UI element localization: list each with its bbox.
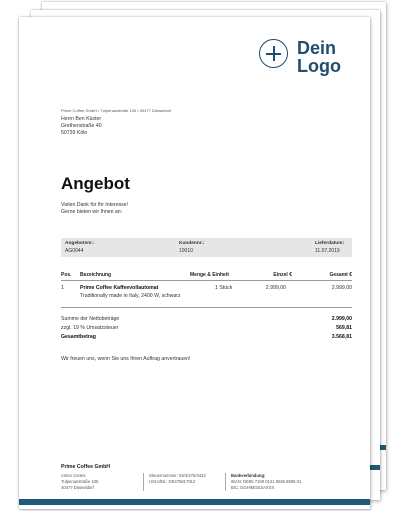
intro-line-1: Vielen Dank für Ihr Interesse! xyxy=(61,202,129,208)
footer-divider xyxy=(225,473,226,491)
document-title: Angebot xyxy=(61,174,130,193)
row-total: 2.999,00 xyxy=(331,285,352,291)
customer-number-label: Kundennr.: xyxy=(179,241,205,246)
header-description: Bezeichnung xyxy=(80,272,112,278)
footer-address xyxy=(61,473,98,491)
footer-tax-number: Steuernummer: 03/4/276/4422 xyxy=(149,473,206,478)
logo-plus-icon xyxy=(259,39,288,68)
gross-total: 3.568,81 xyxy=(331,334,352,340)
gross-total-label: Gesamtbetrag xyxy=(61,334,96,340)
offer-number-label: Angebotsnr.: xyxy=(65,241,95,246)
intro-line-2: Gerne bieten wir Ihnen an: xyxy=(61,209,123,215)
row-unit-price: 2.999,00 xyxy=(265,285,286,291)
logo-line-2: Logo xyxy=(297,56,341,76)
footer-address-line: Tulpenanstraße 105 xyxy=(61,479,99,484)
tax-amount: 569,81 xyxy=(336,325,352,331)
customer-number: 10010 xyxy=(179,248,193,254)
document-page xyxy=(19,17,370,509)
footer-tax-info xyxy=(149,473,206,485)
recipient-address xyxy=(61,116,102,137)
page-accent-bar xyxy=(19,499,370,505)
offer-number: AG0044 xyxy=(65,248,84,254)
header-quantity: Menge & Einheit xyxy=(190,272,229,278)
footer-bank-title: Bankverbindung: xyxy=(231,473,266,478)
info-bar xyxy=(61,238,352,257)
recipient-city: 50739 Köln xyxy=(61,130,88,136)
footer-divider xyxy=(143,473,144,491)
row-pos: 1 xyxy=(61,285,64,291)
footer-address-line: Anton Cortes xyxy=(61,473,86,478)
footer-address-line: 40477 Düsseldorf xyxy=(61,485,94,490)
table-body-divider xyxy=(61,307,352,308)
net-sum: 2.999,00 xyxy=(331,316,352,322)
table-header-divider xyxy=(61,280,352,281)
footer-company: Prime Coffee GmbH xyxy=(61,464,111,470)
closing-text: Wir freuen uns, wenn Sie uns Ihren Auftrag anvertrauen! xyxy=(61,356,191,362)
logo-line-1: Dein xyxy=(297,38,337,58)
header-pos: Pos. xyxy=(61,272,72,278)
recipient-street: Grethenstraße 40 xyxy=(61,123,102,129)
recipient-name: Herrn Ben Küster xyxy=(61,116,102,122)
header-total: Gesamt € xyxy=(329,272,352,278)
row-quantity: 1 Stück xyxy=(215,285,233,291)
row-item-detail: Traditionally made in Italy, 2400 W, schwarz xyxy=(80,293,181,299)
footer-bic: BIC: DGHIMGESAXXX xyxy=(231,485,275,490)
intro-text xyxy=(61,202,128,216)
row-item-name: Prime Coffee Kaffeevollautomat xyxy=(80,285,159,291)
footer-bank xyxy=(231,473,301,491)
sender-line: Prime Coffee GmbH • Tulpenanstraße 105 • 40477 Düsseldorf xyxy=(61,108,172,113)
net-sum-label: Summe der Nettobeträge xyxy=(61,316,120,322)
tax-label: zzgl. 19 % Umsatzsteuer xyxy=(61,325,119,331)
header-unit-price: Einzel € xyxy=(273,272,292,278)
logo-text xyxy=(297,39,367,75)
delivery-date-label: Lieferdatum: xyxy=(315,241,345,246)
footer-iban: IBAN: DE85 7109 0121 9265 8606 01 xyxy=(231,479,302,484)
footer-vat-id: USt-IdNr.: DE475617912 xyxy=(149,479,196,484)
delivery-date: 11.07.2019 xyxy=(315,248,340,254)
